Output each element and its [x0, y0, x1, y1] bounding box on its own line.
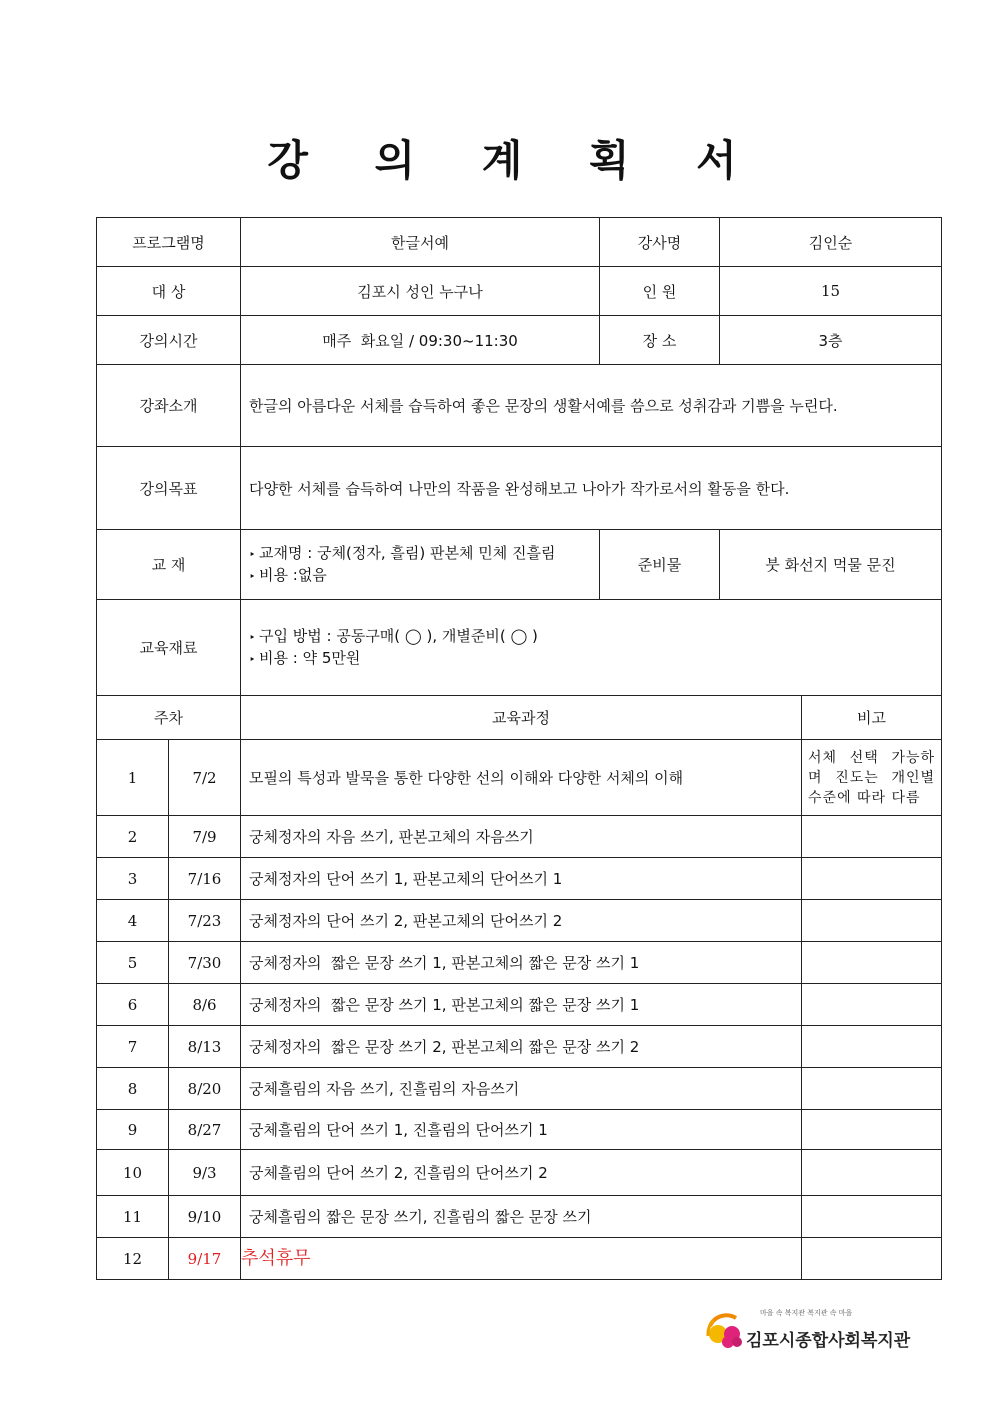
- textbook-cost: ‣ 비용 :없음: [249, 565, 599, 587]
- week-content: 모필의 특성과 발묵을 통한 다양한 선의 이해와 다양한 서체의 이해: [241, 740, 802, 816]
- program-value: 한글서예: [241, 218, 600, 267]
- material-purchase: ‣ 구입 방법 : 공동구매( ◯ ), 개별준비( ◯ ): [249, 626, 941, 648]
- table-row: [97, 816, 942, 858]
- time-label: 강의시간: [97, 316, 241, 365]
- week-note: [802, 1110, 942, 1150]
- logo-slogan: 마을 속 복지관 복지관 속 마을: [760, 1309, 853, 1317]
- table-row: [97, 740, 942, 816]
- week-date: 8/6: [169, 984, 241, 1026]
- week-content: 궁체흘림의 짧은 문장 쓰기, 진흘림의 짧은 문장 쓰기: [241, 1196, 802, 1238]
- textbook-name: ‣ 교재명 : 궁체(정자, 흘림) 판본체 민체 진흘림: [249, 543, 599, 565]
- target-value: 김포시 성인 누구나: [241, 267, 600, 316]
- place-value: 3층: [720, 316, 942, 365]
- week-date: 7/23: [169, 900, 241, 942]
- week-note: [802, 816, 942, 858]
- week-number: 12: [97, 1238, 169, 1280]
- week-date: 7/9: [169, 816, 241, 858]
- table-row: [97, 942, 942, 984]
- week-note: [802, 858, 942, 900]
- table-row: [97, 1196, 942, 1238]
- supplies-label: 준비물: [600, 530, 720, 600]
- organization-logo: [706, 1308, 911, 1360]
- week-header: 주차: [97, 696, 241, 740]
- week-note: [802, 1238, 942, 1280]
- table-row: [97, 1110, 942, 1150]
- intro-row: [97, 365, 942, 447]
- week-number: 2: [97, 816, 169, 858]
- week-number: 10: [97, 1150, 169, 1196]
- table-row: [97, 1150, 942, 1196]
- intro-label: 강좌소개: [97, 365, 241, 447]
- textbook-cell: [241, 530, 600, 600]
- week-note: [802, 1026, 942, 1068]
- week-note: [802, 1196, 942, 1238]
- logo-mark-icon: [706, 1312, 750, 1356]
- week-note: [802, 984, 942, 1026]
- course-header: 교육과정: [241, 696, 802, 740]
- week-content: 궁체정자의 짧은 문장 쓰기 1, 판본고체의 짧은 문장 쓰기 1: [241, 942, 802, 984]
- week-number: 3: [97, 858, 169, 900]
- table-row: [97, 1068, 942, 1110]
- week-number: 5: [97, 942, 169, 984]
- goal-value: 다양한 서체를 습득하여 나만의 작품을 완성해보고 나아가 작가로서의 활동을 한다.: [241, 447, 942, 530]
- target-row: [97, 267, 942, 316]
- supplies-value: 붓 화선지 먹물 문진: [720, 530, 942, 600]
- week-note: [802, 900, 942, 942]
- program-label: 프로그램명: [97, 218, 241, 267]
- week-note: 서체 선택 가능하며 진도는 개인별 수준에 따라 다름: [802, 740, 942, 816]
- week-content: 궁체흘림의 단어 쓰기 2, 진흘림의 단어쓰기 2: [241, 1150, 802, 1196]
- week-number: 9: [97, 1110, 169, 1150]
- week-content: 궁체정자의 자음 쓰기, 판본고체의 자음쓰기: [241, 816, 802, 858]
- week-date: 8/13: [169, 1026, 241, 1068]
- week-note: [802, 1150, 942, 1196]
- material-label: 교육재료: [97, 600, 241, 696]
- week-content: 궁체정자의 짧은 문장 쓰기 2, 판본고체의 짧은 문장 쓰기 2: [241, 1026, 802, 1068]
- intro-value: 한글의 아름다운 서체를 습득하여 좋은 문장의 생활서예를 씀으로 성취감과 기쁨을 누린다.: [241, 365, 942, 447]
- goal-label: 강의목표: [97, 447, 241, 530]
- target-label: 대 상: [97, 267, 241, 316]
- textbook-row: [97, 530, 942, 600]
- time-row: [97, 316, 942, 365]
- time-value: 매주 화요일 / 09:30~11:30: [241, 316, 600, 365]
- schedule-header-row: [97, 696, 942, 740]
- table-row: [97, 1238, 942, 1280]
- week-date: 8/27: [169, 1110, 241, 1150]
- week-date: 7/30: [169, 942, 241, 984]
- table-row: [97, 858, 942, 900]
- week-note: [802, 1068, 942, 1110]
- week-number: 6: [97, 984, 169, 1026]
- headcount-label: 인 원: [600, 267, 720, 316]
- week-number: 1: [97, 740, 169, 816]
- week-number: 7: [97, 1026, 169, 1068]
- holiday-label: 추석휴무: [241, 1238, 802, 1280]
- table-row: [97, 900, 942, 942]
- week-number: 4: [97, 900, 169, 942]
- program-row: [97, 218, 942, 267]
- instructor-value: 김인순: [720, 218, 942, 267]
- week-content: 궁체흘림의 단어 쓰기 1, 진흘림의 단어쓰기 1: [241, 1110, 802, 1150]
- week-date-holiday: 9/17: [169, 1238, 241, 1280]
- week-number: 11: [97, 1196, 169, 1238]
- week-note: [802, 942, 942, 984]
- table-row: [97, 1026, 942, 1068]
- week-date: 7/2: [169, 740, 241, 816]
- week-date: 7/16: [169, 858, 241, 900]
- material-cell: [241, 600, 942, 696]
- headcount-value: 15: [720, 267, 942, 316]
- lecture-plan-table: [96, 217, 942, 1280]
- page-title: 강 의 계 획 서: [267, 136, 763, 185]
- place-label: 장 소: [600, 316, 720, 365]
- week-content: 궁체정자의 단어 쓰기 2, 판본고체의 단어쓰기 2: [241, 900, 802, 942]
- textbook-label: 교 재: [97, 530, 241, 600]
- week-number: 8: [97, 1068, 169, 1110]
- week-content: 궁체정자의 짧은 문장 쓰기 1, 판본고체의 짧은 문장 쓰기 1: [241, 984, 802, 1026]
- table-row: [97, 984, 942, 1026]
- week-date: 9/3: [169, 1150, 241, 1196]
- material-cost: ‣ 비용 : 약 5만원: [249, 648, 941, 670]
- material-row: [97, 600, 942, 696]
- week-content: 궁체정자의 단어 쓰기 1, 판본고체의 단어쓰기 1: [241, 858, 802, 900]
- goal-row: [97, 447, 942, 530]
- week-content: 궁체흘림의 자음 쓰기, 진흘림의 자음쓰기: [241, 1068, 802, 1110]
- note-header: 비고: [802, 696, 942, 740]
- logo-org-name: 김포시종합사회복지관: [746, 1331, 911, 1351]
- week-date: 8/20: [169, 1068, 241, 1110]
- instructor-label: 강사명: [600, 218, 720, 267]
- week-date: 9/10: [169, 1196, 241, 1238]
